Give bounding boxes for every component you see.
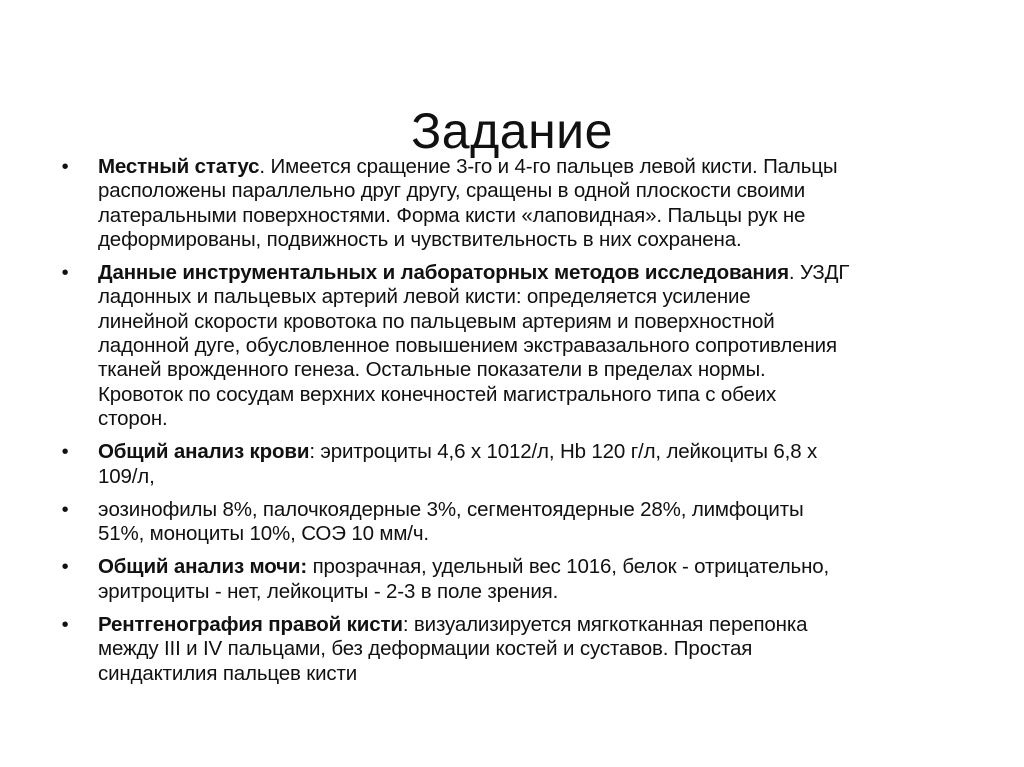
bullet-icon: • (61, 441, 69, 464)
bullet-icon: • (61, 156, 69, 178)
bullet-line: ладонной дуге, обусловленное повышением экстравазального сопротивления (98, 334, 837, 358)
bullet-text: : визуализируется мягкотканная перепонка (402, 613, 808, 637)
bullet-lead: Местный статус (98, 155, 260, 178)
bullet-text: . Имеется сращение 3-го и 4-го пальцев левой кисти. Пальцы (259, 155, 838, 178)
bullet-line: расположены параллельно друг другу, сращены в одной плоскости своими (98, 179, 805, 203)
bullet-line: сторон. (98, 406, 168, 430)
bullet-line: Кровоток по сосудам верхних конечностей магистрального типа с обеих (98, 382, 777, 406)
bullet-urine-test (58, 555, 978, 604)
bullet-line: 51%, моноциты 10%, СОЭ 10 мм/ч. (98, 522, 429, 546)
bullet-lead: Рентгенография правой кисти (98, 613, 403, 637)
bullet-line (98, 155, 978, 179)
bullet-icon: • (61, 556, 69, 579)
bullet-lead: Данные инструментальных и лабораторных методов исследования (98, 261, 789, 285)
bullet-icon: • (61, 614, 69, 637)
bullet-lead: Общий анализ мочи: (98, 555, 308, 579)
bullet-text: прозрачная, удельный вес 1016, белок - отрицательно, (307, 555, 830, 579)
bullet-line: линейной скорости кровотока по пальцевым артериям и поверхностной (98, 309, 775, 333)
bullet-icon: • (61, 262, 69, 285)
bullet-text: . УЗДГ (788, 261, 850, 285)
bullet-line: тканей врожденного генеза. Остальные показатели в пределах нормы. (98, 358, 766, 382)
bullet-line: синдактилия пальцев кисти (98, 661, 358, 685)
bullet-xray (58, 613, 978, 686)
bullet-lead: Общий анализ крови (98, 440, 310, 464)
bullet-blood-formula (58, 498, 978, 547)
bullet-instrumental-data (58, 261, 978, 431)
bullet-line: 109/л, (98, 464, 155, 488)
bullet-text: : эритроциты 4,6 х 1012/л, Hb 120 г/л, лейкоциты 6,8 х (309, 440, 818, 464)
bullet-line: латеральными поверхностями. Форма кисти «лаповидная». Пальцы рук не (98, 203, 806, 227)
bullet-line: деформированы, подвижность и чувствительность в них сохранена. (98, 227, 742, 251)
bullet-line (98, 613, 978, 637)
bullet-icon: • (61, 498, 69, 521)
bullet-local-status (58, 155, 978, 252)
bullet-line (98, 555, 978, 579)
bullet-line (98, 440, 978, 464)
bullet-line (98, 261, 978, 285)
bullet-line: ладонных и пальцевых артерий левой кисти: определяется усиление (98, 285, 751, 309)
slide-title: Задание (411, 102, 613, 159)
bullet-line: эозинофилы 8%, палочкоядерные 3%, сегментоядерные 28%, лимфоциты (98, 497, 804, 521)
bullet-line: между III и IV пальцами, без деформации костей и суставов. Простая (98, 637, 753, 661)
bullet-list (58, 155, 978, 695)
bullet-blood-test (58, 440, 978, 489)
bullet-line: эритроциты - нет, лейкоциты - 2-3 в поле зрения. (98, 579, 559, 603)
